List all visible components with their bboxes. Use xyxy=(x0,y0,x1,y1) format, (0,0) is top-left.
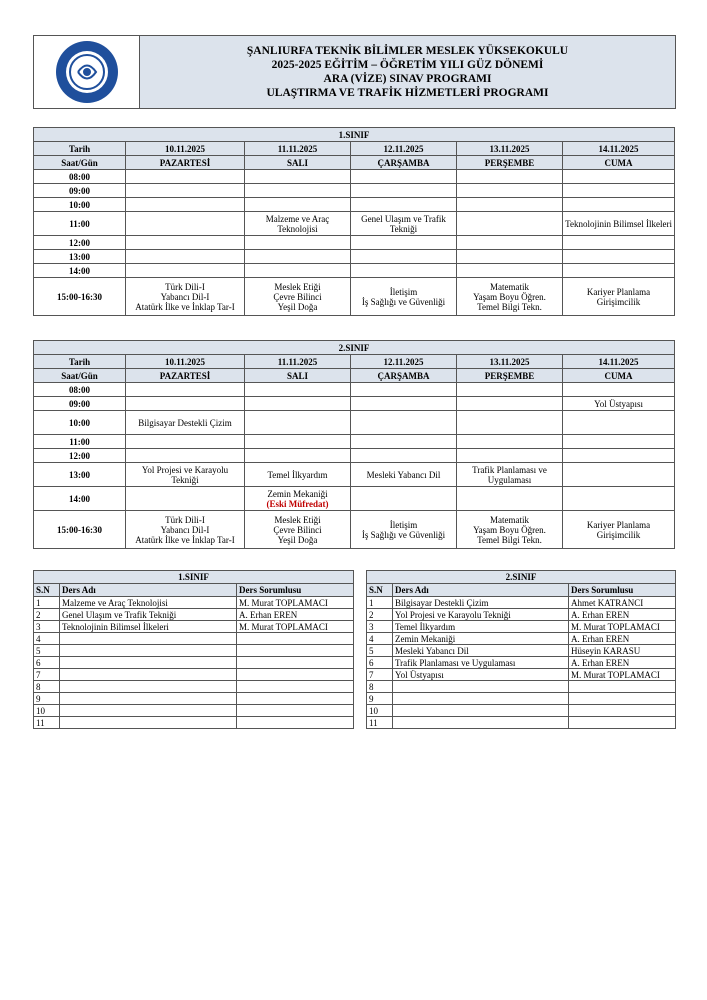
exam-cell xyxy=(245,236,351,250)
document-header xyxy=(33,35,676,109)
exam-cell xyxy=(351,184,457,198)
list-cell: A. Erhan EREN xyxy=(569,633,676,645)
date-cell: 11.11.2025 xyxy=(245,142,351,156)
list-cell xyxy=(569,681,676,693)
tarih-label: Tarih xyxy=(34,142,126,156)
list-title: 1.SINIF xyxy=(34,571,354,584)
exam-line: İletişim xyxy=(389,519,418,530)
list-cell: 10 xyxy=(367,705,393,717)
list-row xyxy=(367,705,676,717)
exam-cell xyxy=(245,397,351,411)
list-row xyxy=(367,657,676,669)
list-row xyxy=(34,717,354,729)
list-cell xyxy=(237,693,354,705)
exam-cell xyxy=(563,411,675,435)
list-cell xyxy=(393,693,569,705)
list-row xyxy=(367,633,676,645)
list-cell: 7 xyxy=(34,669,60,681)
date-cell: 10.11.2025 xyxy=(126,355,245,369)
exam-line: Yabancı Dil-I xyxy=(160,524,210,535)
header-line-4: ULAŞTIRMA VE TRAFİK HİZMETLERİ PROGRAMI xyxy=(266,87,549,99)
time-cell: 09:00 xyxy=(34,397,126,411)
list-cell: 7 xyxy=(367,669,393,681)
exam-cell xyxy=(563,511,675,549)
section-title: 2.SINIF xyxy=(34,341,675,355)
exam-cell xyxy=(563,170,675,184)
exam-line: Çevre Bilinci xyxy=(273,291,322,302)
list-row xyxy=(34,609,354,621)
exam-cell xyxy=(351,463,457,487)
exam-cell xyxy=(245,212,351,236)
exam-cell xyxy=(457,383,563,397)
exam-cell xyxy=(351,278,457,316)
day-cell: SALI xyxy=(245,369,351,383)
exam-cell xyxy=(245,170,351,184)
list-row xyxy=(34,669,354,681)
list-header-row xyxy=(34,584,354,597)
list-cell xyxy=(237,669,354,681)
exam-line: Meslek Etiği xyxy=(274,514,321,525)
day-cell: PAZARTESİ xyxy=(126,156,245,170)
list-row xyxy=(367,621,676,633)
old-curriculum-note: (Eski Müfredat) xyxy=(266,498,329,509)
list-title-row xyxy=(34,571,354,584)
list-cell: 10 xyxy=(34,705,60,717)
day-row xyxy=(34,156,675,170)
time-cell: 15:00-16:30 xyxy=(34,278,126,316)
time-cell: 12:00 xyxy=(34,449,126,463)
list-cell: 4 xyxy=(367,633,393,645)
list-cell: 1 xyxy=(367,597,393,609)
exam-cell xyxy=(351,397,457,411)
exam-cell xyxy=(563,250,675,264)
exam-line: Türk Dili-I xyxy=(165,514,205,525)
exam-cell xyxy=(457,198,563,212)
header-line-3: ARA (VİZE) SINAV PROGRAMI xyxy=(323,73,492,85)
list-cell: Ahmet KATRANCI xyxy=(569,597,676,609)
list-cell xyxy=(569,717,676,729)
exam-cell xyxy=(457,170,563,184)
list-title: 2.SINIF xyxy=(367,571,676,584)
time-cell: 12:00 xyxy=(34,236,126,250)
exam-line: İş Sağlığı ve Güvenliği xyxy=(361,529,446,540)
course-list-1 xyxy=(33,570,354,729)
list-row xyxy=(34,645,354,657)
exam-cell xyxy=(457,449,563,463)
time-cell: 11:00 xyxy=(34,212,126,236)
list-cell: M. Murat TOPLAMACI xyxy=(569,621,676,633)
time-cell: 14:00 xyxy=(34,487,126,511)
exam-cell xyxy=(457,278,563,316)
exam-cell xyxy=(351,435,457,449)
exam-line: İş Sağlığı ve Güvenliği xyxy=(361,296,446,307)
exam-cell xyxy=(245,435,351,449)
exam-line: Çevre Bilinci xyxy=(273,524,322,535)
date-cell: 10.11.2025 xyxy=(126,142,245,156)
list-cell: 1 xyxy=(34,597,60,609)
list-cell: 2 xyxy=(34,609,60,621)
exam-cell xyxy=(351,511,457,549)
time-cell: 08:00 xyxy=(34,383,126,397)
day-cell: PAZARTESİ xyxy=(126,369,245,383)
list-row xyxy=(367,669,676,681)
exam-cell xyxy=(563,487,675,511)
day-cell: SALI xyxy=(245,156,351,170)
time-row xyxy=(34,511,675,549)
exam-line: Temel İlkyardım xyxy=(267,469,328,480)
time-row xyxy=(34,212,675,236)
time-cell: 13:00 xyxy=(34,463,126,487)
time-row xyxy=(34,264,675,278)
section-title: 1.SINIF xyxy=(34,128,675,142)
exam-cell xyxy=(351,170,457,184)
time-cell: 10:00 xyxy=(34,198,126,212)
exam-line: Yaşam Boyu Öğren. xyxy=(473,524,546,535)
exam-cell xyxy=(351,411,457,435)
exam-line: Girişimcilik xyxy=(596,296,641,307)
exam-line: Bilgisayar Destekli Çizim xyxy=(138,417,232,428)
time-row xyxy=(34,236,675,250)
exam-cell xyxy=(126,184,245,198)
list-cell xyxy=(237,633,354,645)
exam-cell xyxy=(245,487,351,511)
course-list-2 xyxy=(366,570,676,729)
date-cell: 13.11.2025 xyxy=(457,142,563,156)
time-row xyxy=(34,250,675,264)
exam-line: Temel Bilgi Tekn. xyxy=(477,534,542,545)
list-cell xyxy=(60,693,237,705)
list-row xyxy=(34,597,354,609)
header-title xyxy=(140,36,675,108)
list-cell: 4 xyxy=(34,633,60,645)
list-row xyxy=(34,621,354,633)
exam-cell xyxy=(126,383,245,397)
exam-cell xyxy=(457,184,563,198)
exam-line: Yaşam Boyu Öğren. xyxy=(473,291,546,302)
date-row xyxy=(34,142,675,156)
title-row xyxy=(34,341,675,355)
list-cell: Yol Projesi ve Karayolu Tekniği xyxy=(393,609,569,621)
saat-label: Saat/Gün xyxy=(34,156,126,170)
time-row xyxy=(34,435,675,449)
list-cell xyxy=(237,657,354,669)
exam-cell xyxy=(126,250,245,264)
exam-cell xyxy=(351,264,457,278)
date-cell: 14.11.2025 xyxy=(563,142,675,156)
exam-cell xyxy=(351,236,457,250)
exam-cell xyxy=(563,397,675,411)
list-cell: 9 xyxy=(34,693,60,705)
exam-line: Meslek Etiği xyxy=(274,281,321,292)
time-cell: 10:00 xyxy=(34,411,126,435)
exam-cell xyxy=(563,435,675,449)
list-cell xyxy=(237,681,354,693)
list-cell: Trafik Planlaması ve Uygulaması xyxy=(393,657,569,669)
list-col-header: Ders Adı xyxy=(60,584,237,597)
time-row xyxy=(34,487,675,511)
list-cell xyxy=(237,705,354,717)
exam-line: Yabancı Dil-I xyxy=(160,291,210,302)
list-col-header: Ders Sorumlusu xyxy=(569,584,676,597)
date-cell: 12.11.2025 xyxy=(351,142,457,156)
exam-cell xyxy=(351,250,457,264)
exam-cell xyxy=(245,449,351,463)
exam-cell xyxy=(126,511,245,549)
list-cell: A. Erhan EREN xyxy=(569,657,676,669)
list-cell: 8 xyxy=(34,681,60,693)
date-cell: 14.11.2025 xyxy=(563,355,675,369)
header-line-1: ŞANLIURFA TEKNİK BİLİMLER MESLEK YÜKSEKOKULU xyxy=(246,45,569,57)
list-cell xyxy=(60,717,237,729)
list-cell: 3 xyxy=(34,621,60,633)
time-cell: 09:00 xyxy=(34,184,126,198)
list-row xyxy=(34,693,354,705)
exam-cell xyxy=(126,264,245,278)
list-row xyxy=(367,597,676,609)
exam-cell xyxy=(457,397,563,411)
day-cell: ÇARŞAMBA xyxy=(351,369,457,383)
list-row xyxy=(34,633,354,645)
exam-cell xyxy=(563,236,675,250)
list-row xyxy=(367,717,676,729)
list-cell: 3 xyxy=(367,621,393,633)
list-row xyxy=(367,645,676,657)
list-header-row xyxy=(367,584,676,597)
list-cell: 2 xyxy=(367,609,393,621)
time-cell: 08:00 xyxy=(34,170,126,184)
exam-cell xyxy=(563,264,675,278)
title-row xyxy=(34,128,675,142)
list-row xyxy=(34,681,354,693)
list-cell: A. Erhan EREN xyxy=(237,609,354,621)
exam-cell xyxy=(351,212,457,236)
schedule-table-2 xyxy=(33,340,675,549)
header-line-2: 2025-2025 EĞİTİM – ÖĞRETİM YILI GÜZ DÖNEMİ xyxy=(271,59,544,71)
date-cell: 13.11.2025 xyxy=(457,355,563,369)
university-logo xyxy=(44,39,130,105)
list-title-row xyxy=(367,571,676,584)
exam-cell xyxy=(126,449,245,463)
day-cell: ÇARŞAMBA xyxy=(351,156,457,170)
list-col-header: Ders Adı xyxy=(393,584,569,597)
exam-cell xyxy=(457,487,563,511)
exam-cell xyxy=(563,212,675,236)
list-cell xyxy=(393,705,569,717)
list-cell xyxy=(393,681,569,693)
exam-cell xyxy=(457,435,563,449)
exam-line: Atatürk İlke ve İnklap Tar-I xyxy=(135,534,235,545)
exam-cell xyxy=(351,487,457,511)
exam-line: Yol Üstyapısı xyxy=(594,398,643,409)
list-cell xyxy=(569,705,676,717)
list-row xyxy=(367,693,676,705)
time-row xyxy=(34,184,675,198)
exam-cell xyxy=(457,511,563,549)
list-row xyxy=(34,705,354,717)
list-cell: 5 xyxy=(367,645,393,657)
exam-line: Matematik xyxy=(490,281,529,292)
exam-cell xyxy=(245,411,351,435)
list-row xyxy=(367,681,676,693)
exam-line: Matematik xyxy=(490,514,529,525)
list-col-header: S.N xyxy=(34,584,60,597)
time-row xyxy=(34,411,675,435)
list-cell: Genel Ulaşım ve Trafik Tekniği xyxy=(60,609,237,621)
exam-cell xyxy=(457,212,563,236)
logo-cell xyxy=(34,36,140,108)
list-cell: 6 xyxy=(34,657,60,669)
list-row xyxy=(34,657,354,669)
date-row xyxy=(34,355,675,369)
exam-cell xyxy=(245,184,351,198)
list-cell: A. Erhan EREN xyxy=(569,609,676,621)
exam-line: Kariyer Planlama xyxy=(586,286,651,297)
list-cell: 8 xyxy=(367,681,393,693)
exam-line: Kariyer Planlama xyxy=(586,519,651,530)
time-row xyxy=(34,170,675,184)
list-cell: 11 xyxy=(34,717,60,729)
exam-cell xyxy=(126,411,245,435)
time-row xyxy=(34,397,675,411)
list-cell: 5 xyxy=(34,645,60,657)
exam-line: İletişim xyxy=(389,286,418,297)
exam-cell xyxy=(351,383,457,397)
list-cell: Yol Üstyapısı xyxy=(393,669,569,681)
exam-cell xyxy=(126,198,245,212)
exam-cell xyxy=(126,435,245,449)
exam-cell xyxy=(563,383,675,397)
list-cell: Zemin Mekaniği xyxy=(393,633,569,645)
exam-cell xyxy=(245,511,351,549)
exam-cell xyxy=(563,463,675,487)
exam-cell xyxy=(126,487,245,511)
time-cell: 13:00 xyxy=(34,250,126,264)
exam-cell xyxy=(126,463,245,487)
exam-cell xyxy=(457,250,563,264)
list-cell xyxy=(393,717,569,729)
saat-label: Saat/Gün xyxy=(34,369,126,383)
date-cell: 11.11.2025 xyxy=(245,355,351,369)
list-cell: Bilgisayar Destekli Çizim xyxy=(393,597,569,609)
list-cell: Malzeme ve Araç Teknolojisi xyxy=(60,597,237,609)
list-cell: Temel İlkyardım xyxy=(393,621,569,633)
time-cell: 15:00-16:30 xyxy=(34,511,126,549)
exam-line: Yeşil Doğa xyxy=(277,534,318,545)
list-cell: 11 xyxy=(367,717,393,729)
time-row xyxy=(34,198,675,212)
day-cell: CUMA xyxy=(563,156,675,170)
exam-line: Genel Ulaşım ve Trafik Tekniği xyxy=(361,213,446,234)
list-cell xyxy=(60,645,237,657)
list-cell xyxy=(60,705,237,717)
exam-cell xyxy=(245,198,351,212)
day-row xyxy=(34,369,675,383)
exam-cell xyxy=(126,236,245,250)
exam-cell xyxy=(126,212,245,236)
list-cell: M. Murat TOPLAMACI xyxy=(237,597,354,609)
list-cell: 9 xyxy=(367,693,393,705)
list-cell: Mesleki Yabancı Dil xyxy=(393,645,569,657)
exam-line: Yeşil Doğa xyxy=(277,301,318,312)
exam-cell xyxy=(351,449,457,463)
exam-line: Temel Bilgi Tekn. xyxy=(477,301,542,312)
list-cell: M. Murat TOPLAMACI xyxy=(569,669,676,681)
list-cell: 6 xyxy=(367,657,393,669)
list-col-header: Ders Sorumlusu xyxy=(237,584,354,597)
exam-cell xyxy=(126,397,245,411)
exam-line: Yol Projesi ve Karayolu Tekniği xyxy=(141,464,229,485)
list-cell xyxy=(237,645,354,657)
list-cell xyxy=(569,693,676,705)
time-row xyxy=(34,383,675,397)
list-cell: M. Murat TOPLAMACI xyxy=(237,621,354,633)
exam-cell xyxy=(245,250,351,264)
list-cell: Hüseyin KARASU xyxy=(569,645,676,657)
exam-line: Girişimcilik xyxy=(596,529,641,540)
exam-cell xyxy=(457,264,563,278)
exam-line: Mesleki Yabancı Dil xyxy=(366,469,441,480)
exam-cell xyxy=(563,278,675,316)
list-row xyxy=(367,609,676,621)
exam-cell xyxy=(245,383,351,397)
exam-cell xyxy=(563,184,675,198)
list-cell xyxy=(60,633,237,645)
exam-cell xyxy=(245,463,351,487)
exam-cell xyxy=(563,198,675,212)
exam-cell xyxy=(245,264,351,278)
exam-cell xyxy=(563,449,675,463)
day-cell: PERŞEMBE xyxy=(457,156,563,170)
day-cell: CUMA xyxy=(563,369,675,383)
time-cell: 11:00 xyxy=(34,435,126,449)
time-row xyxy=(34,449,675,463)
time-cell: 14:00 xyxy=(34,264,126,278)
day-cell: PERŞEMBE xyxy=(457,369,563,383)
exam-cell xyxy=(457,463,563,487)
list-cell xyxy=(60,669,237,681)
exam-line: Atatürk İlke ve İnklap Tar-I xyxy=(135,301,235,312)
date-cell: 12.11.2025 xyxy=(351,355,457,369)
tarih-label: Tarih xyxy=(34,355,126,369)
exam-cell xyxy=(457,236,563,250)
exam-line: Türk Dili-I xyxy=(165,281,205,292)
list-cell: Teknolojinin Bilimsel İlkeleri xyxy=(60,621,237,633)
exam-cell xyxy=(126,278,245,316)
list-cell xyxy=(237,717,354,729)
exam-cell xyxy=(245,278,351,316)
exam-line: Malzeme ve Araç Teknolojisi xyxy=(265,213,330,234)
exam-line: Trafik Planlaması ve Uygulaması xyxy=(472,464,547,485)
exam-cell xyxy=(126,170,245,184)
exam-line: Zemin Mekaniği xyxy=(267,488,328,499)
time-row xyxy=(34,278,675,316)
schedule-table-1 xyxy=(33,127,675,316)
list-col-header: S.N xyxy=(367,584,393,597)
exam-cell xyxy=(351,198,457,212)
exam-line: Teknolojinin Bilimsel İlkeleri xyxy=(565,218,672,229)
exam-cell xyxy=(457,411,563,435)
list-cell xyxy=(60,681,237,693)
list-cell xyxy=(60,657,237,669)
time-row xyxy=(34,463,675,487)
